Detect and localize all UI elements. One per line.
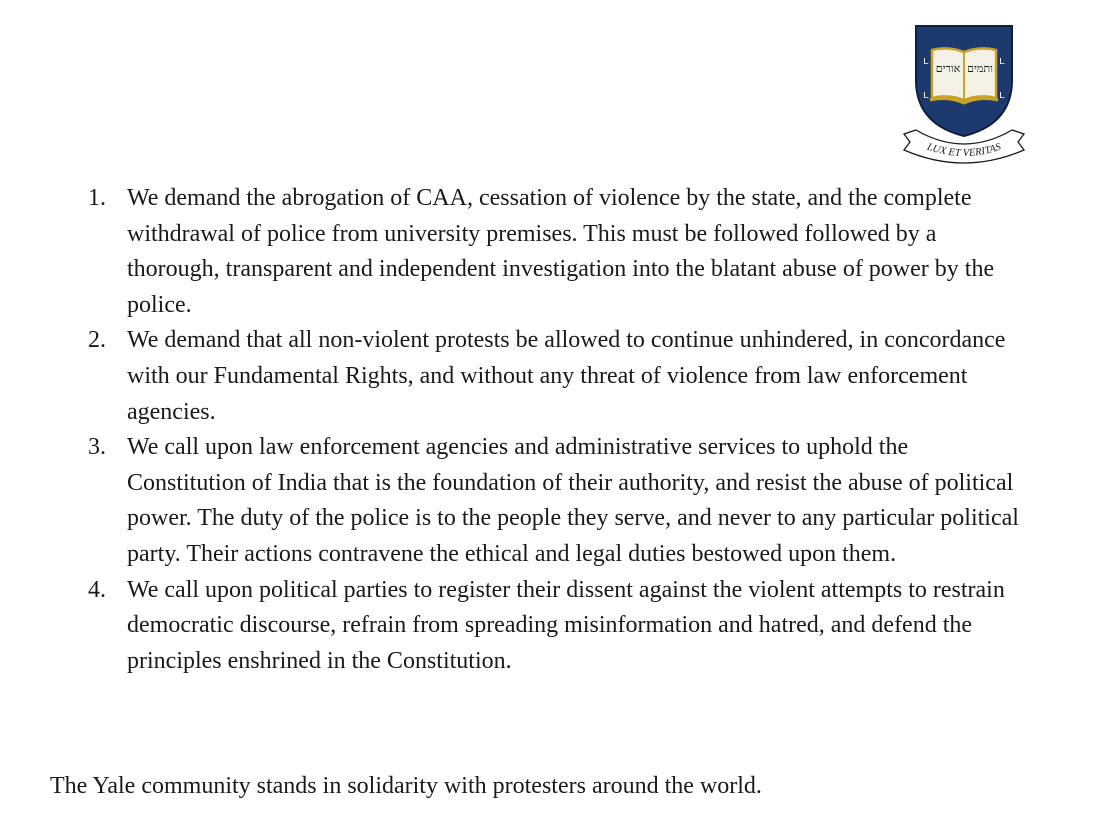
demand-item [0,573,1104,680]
demand-item [0,181,1104,323]
demand-text: We demand that all non-violent protests be allowed to continue unhindered, in concordance with our Fundamental Rights, and without any threat of violence from law enforcement agencies. [127,327,1006,425]
svg-text:ʟ: ʟ [999,54,1005,67]
demand-number: 1. [88,185,106,211]
svg-text:ʟ: ʟ [923,54,929,67]
yale-crest-logo [896,18,1032,168]
demand-number: 2. [88,327,106,354]
crest-hebrew-left: אורים [935,62,961,75]
demand-text: We call upon law enforcement agencies and administrative services to uphold the Constitution of India that is the foundation of their authority, and resist the abuse of political power. The duty of the police is to the people they serve, and never to any particular political party. Their actions contravene the ethical and legal duties bestowed upon them. [127,434,1019,567]
demand-number: 4. [88,576,106,603]
crest-motto: LUX ET VERITAS [925,141,1003,160]
demand-text: We call upon political parties to register their dissent against the violent attempts to restrain democratic discourse, refrain from spreading misinformation and hatred, and defend the principles enshrined in the Constitution. [127,576,1005,674]
closing-statement: The Yale community stands in solidarity with protesters around the world. [50,773,762,799]
demand-item [0,323,1104,430]
demand-text: We demand the abrogation of CAA, cessation of violence by the state, and the complete withdrawal of police from university premises. This must be followed followed by a thorough, transparent and independent investigation into the blatant abuse of power by the police. [127,185,995,318]
demand-number: 3. [88,434,106,461]
svg-text:ʟ: ʟ [923,88,929,101]
svg-text:ʟ: ʟ [999,88,1005,101]
demands-list [0,181,1104,679]
crest-hebrew-right: ותמים [967,62,993,75]
demand-item [0,430,1104,572]
